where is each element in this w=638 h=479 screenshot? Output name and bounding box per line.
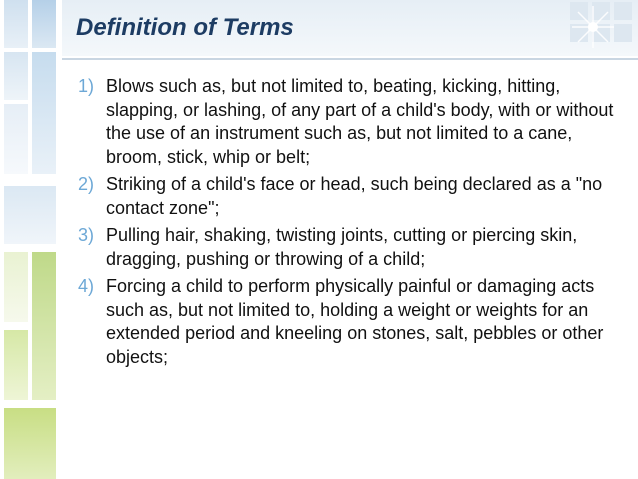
item-text: Striking of a child's face or head, such being declared as a "no contact zone"; (106, 174, 608, 218)
item-text: Blows such as, but not limited to, beating, kicking, hitting, slapping, or lashing, of any part of a child's body, with or without the use of an instrument such as, but not limited to a cane, broom, stick, whip or belt; (106, 76, 619, 167)
decor-tile (4, 252, 28, 322)
list-item (78, 75, 618, 169)
list-item (78, 173, 618, 220)
title-divider (62, 58, 638, 60)
decor-bar (32, 0, 56, 48)
decor-tile (4, 104, 28, 174)
list-item (78, 224, 618, 271)
item-number: 4) (78, 276, 95, 296)
definition-list (78, 75, 618, 373)
item-text: Pulling hair, shaking, twisting joints, cutting or piercing skin, dragging, pushing or throwing of a child; (106, 225, 583, 269)
decor-tile (4, 186, 56, 244)
decor-bar (32, 252, 56, 400)
decor-tile (4, 52, 28, 100)
list-item (78, 275, 618, 369)
decor-tile (4, 408, 56, 479)
decor-bar (32, 52, 56, 174)
item-text: Forcing a child to perform physically painful or damaging acts such as, but not limited to, holding a weight or weights for an extended period and kneeling on stones, salt, pebbles or other objects; (106, 276, 609, 367)
item-number: 1) (78, 76, 95, 96)
item-number: 2) (78, 174, 95, 194)
item-number: 3) (78, 225, 95, 245)
decor-tile (4, 0, 28, 48)
slide-title: Definition of Terms (76, 14, 294, 41)
decorative-side-panel (0, 0, 62, 479)
sparkle-icon (570, 4, 616, 50)
decor-tile (4, 330, 28, 400)
